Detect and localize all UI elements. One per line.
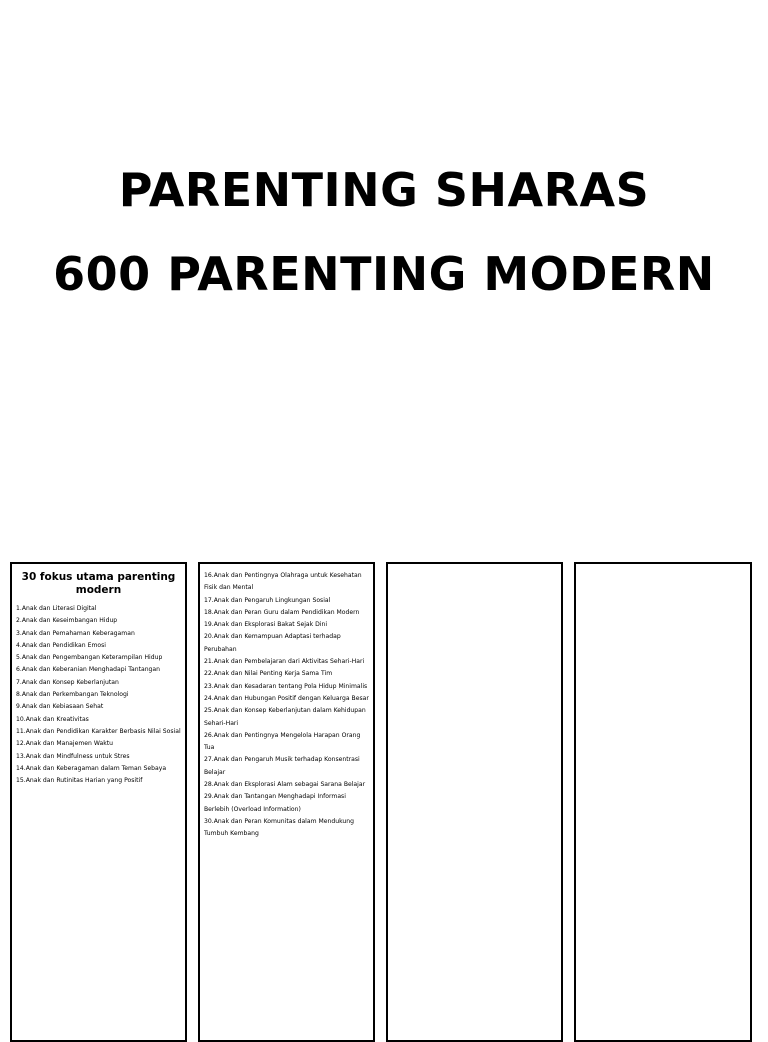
list-item: 4.Anak dan Pendidikan Emosi [16,641,106,649]
list-item: 5.Anak dan Pengembangan Keterampilan Hidup [16,654,163,662]
list-item: 7.Anak dan Konsep Keberlanjutan [16,678,119,686]
list-item: 6.Anak dan Keberanian Menghadapi Tantangan [16,666,161,674]
list-item: 10.Anak dan Kreativitas [16,715,89,723]
column-1 [10,562,187,1042]
list-item: 27.Anak dan Pengaruh Musik terhadap Konsentrasi Belajar [204,756,360,776]
column-1-list [12,603,185,787]
list-item: 26.Anak dan Pentingnya Mengelola Harapan Orang Tua [204,731,361,752]
list-item: 24.Anak dan Hubungan Positif dengan Keluarga Besar [204,694,369,702]
column-1-heading: 30 fokus utama parenting modern [21,571,176,596]
column-3 [386,562,563,1042]
list-item: 25.Anak dan Konsep Keberlanjutan dalam Kehidupan Sehari-Hari [204,707,366,727]
list-item: 16.Anak dan Pentingnya Olahraga untuk Kesehatan Fisik dan Mental [204,572,362,592]
list-item: 29.Anak dan Tantangan Menghadapi Informasi Berlebih (Overload Information) [204,793,346,813]
list-item: 28.Anak dan Eksplorasi Alam sebagai Sarana Belajar [204,781,366,789]
column-4 [574,562,752,1042]
list-item: 9.Anak dan Kebiasaan Sehat [16,703,104,711]
list-item: 19.Anak dan Eksplorasi Bakat Sejak Dini [204,621,328,629]
list-item: 22.Anak dan Nilai Penting Kerja Sama Tim [204,670,333,678]
list-item: 13.Anak dan Mindfulness untuk Stres [16,752,130,760]
list-item: 3.Anak dan Pemahaman Keberagaman [16,629,135,637]
list-item: 18.Anak dan Peran Guru dalam Pendidikan Modern [204,608,360,616]
list-item: 14.Anak dan Keberagaman dalam Teman Sebaya [16,764,167,772]
list-item: 1.Anak dan Literasi Digital [16,605,97,612]
list-item: 30.Anak dan Peran Komunitas dalam Mendukung Tumbuh Kembang [204,817,355,838]
title-line-1: PARENTING SHARAS [118,163,650,217]
list-item: 11.Anak dan Pendidikan Karakter Berbasis Nilai Sosial [16,727,181,735]
column-2-list [200,564,373,841]
list-item: 17.Anak dan Pengaruh Lingkungan Sosial [204,596,331,604]
list-item: 8.Anak dan Perkembangan Teknologi [16,691,129,699]
list-item: 15.Anak dan Rutinitas Harian yang Positif [16,777,143,785]
title-line-2: 600 PARENTING MODERN [53,247,715,301]
title-block [0,148,768,316]
list-item: 12.Anak dan Manajemen Waktu [16,740,113,748]
column-2 [198,562,375,1042]
list-item: 20.Anak dan Kemampuan Adaptasi terhadap Perubahan [204,633,341,653]
list-item: 2.Anak dan Keseimbangan Hidup [16,617,118,625]
list-item: 21.Anak dan Pembelajaran dari Aktivitas Sehari-Hari [204,658,365,666]
list-item: 23.Anak dan Kesadaran tentang Pola Hidup Minimalis [204,682,368,690]
